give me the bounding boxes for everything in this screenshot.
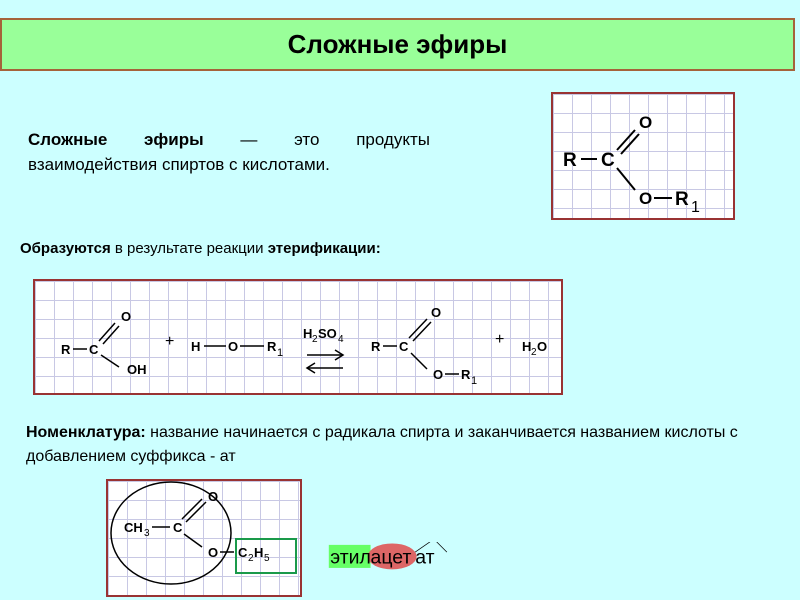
alcohol-r: R [267,339,277,354]
example-c2-sub: 2 [248,553,254,564]
formula-o-bottom: O [639,189,653,208]
ethyl-acetate-structure [108,481,304,599]
acid-o: O [121,309,132,324]
nomenclature-lead: Номенклатура: [26,424,146,441]
esterification-equation [35,281,565,397]
example-c2: C [238,545,248,560]
catalyst-so: SO [318,326,337,341]
acid-r: R [61,342,71,357]
nomenclature-body: название начинается с радикала спирта и заканчивается названием кислоты с добавлением суффикса - ат [26,424,738,465]
definition-term: Сложные эфиры [28,130,204,149]
plus-1: + [165,333,175,350]
catalyst-sub2: 4 [338,334,344,345]
formation-text [20,240,381,257]
product-name-graphic [310,542,470,578]
water-o: O [537,339,548,354]
catalyst-h: H [303,326,313,341]
catalyst-sub1: 2 [312,334,318,345]
water-sub: 2 [531,347,537,358]
nomenclature-text [26,421,746,469]
slide-title-bar [0,18,795,71]
formation-lead: Образуются [20,240,111,257]
ester-r1-sub: 1 [471,375,478,387]
ester-r: R [371,339,381,354]
formula-r1-sub: 1 [691,199,700,216]
example-h5-sub: 5 [264,553,270,564]
example-bond-co [184,534,202,547]
example-c: C [173,520,183,535]
reaction-box [33,279,563,395]
definition-text [28,127,430,177]
ester-o-bottom: O [433,367,444,382]
example-o-bottom: O [208,545,219,560]
acid-c: C [89,342,99,357]
formula-r: R [563,150,577,171]
ester-r1: R [461,367,471,382]
formation-reaction: этерификации: [267,240,381,257]
product-name-suffix: ат [415,546,435,569]
acid-dbl-a [99,323,115,341]
alcohol-h: H [191,339,201,354]
formula-r1: R [675,189,689,210]
acid-dbl-b [103,326,119,344]
slide-title: Сложные эфиры [287,29,508,59]
example-box [106,479,302,597]
example-ch-sub: 3 [144,528,150,539]
general-formula-box [551,92,735,220]
example-h5: H [254,545,264,560]
ester-bond-co [411,353,427,369]
formula-o-top: O [639,113,653,132]
acid-oh: OH [127,362,147,377]
formation-middle: в результате реакции [110,240,268,257]
formula-c: C [601,150,615,171]
example-o-top: O [208,489,219,504]
alcohol-o: O [228,339,239,354]
plus-2: + [495,331,505,348]
general-formula-structure [553,94,737,222]
ester-c: C [399,339,409,354]
acid-bond-oh [101,355,119,367]
water-h: H [522,339,532,354]
definition-body: — это продукты взаимодействия спиртов с кислотами. [28,130,430,174]
example-ch: CH [124,520,143,535]
bond-c-o [617,168,635,190]
ester-o-top: O [431,305,442,320]
alcohol-r-sub: 1 [277,347,284,359]
product-name-ethyl: этил [330,546,371,569]
product-name-acet: ацет [370,546,412,569]
